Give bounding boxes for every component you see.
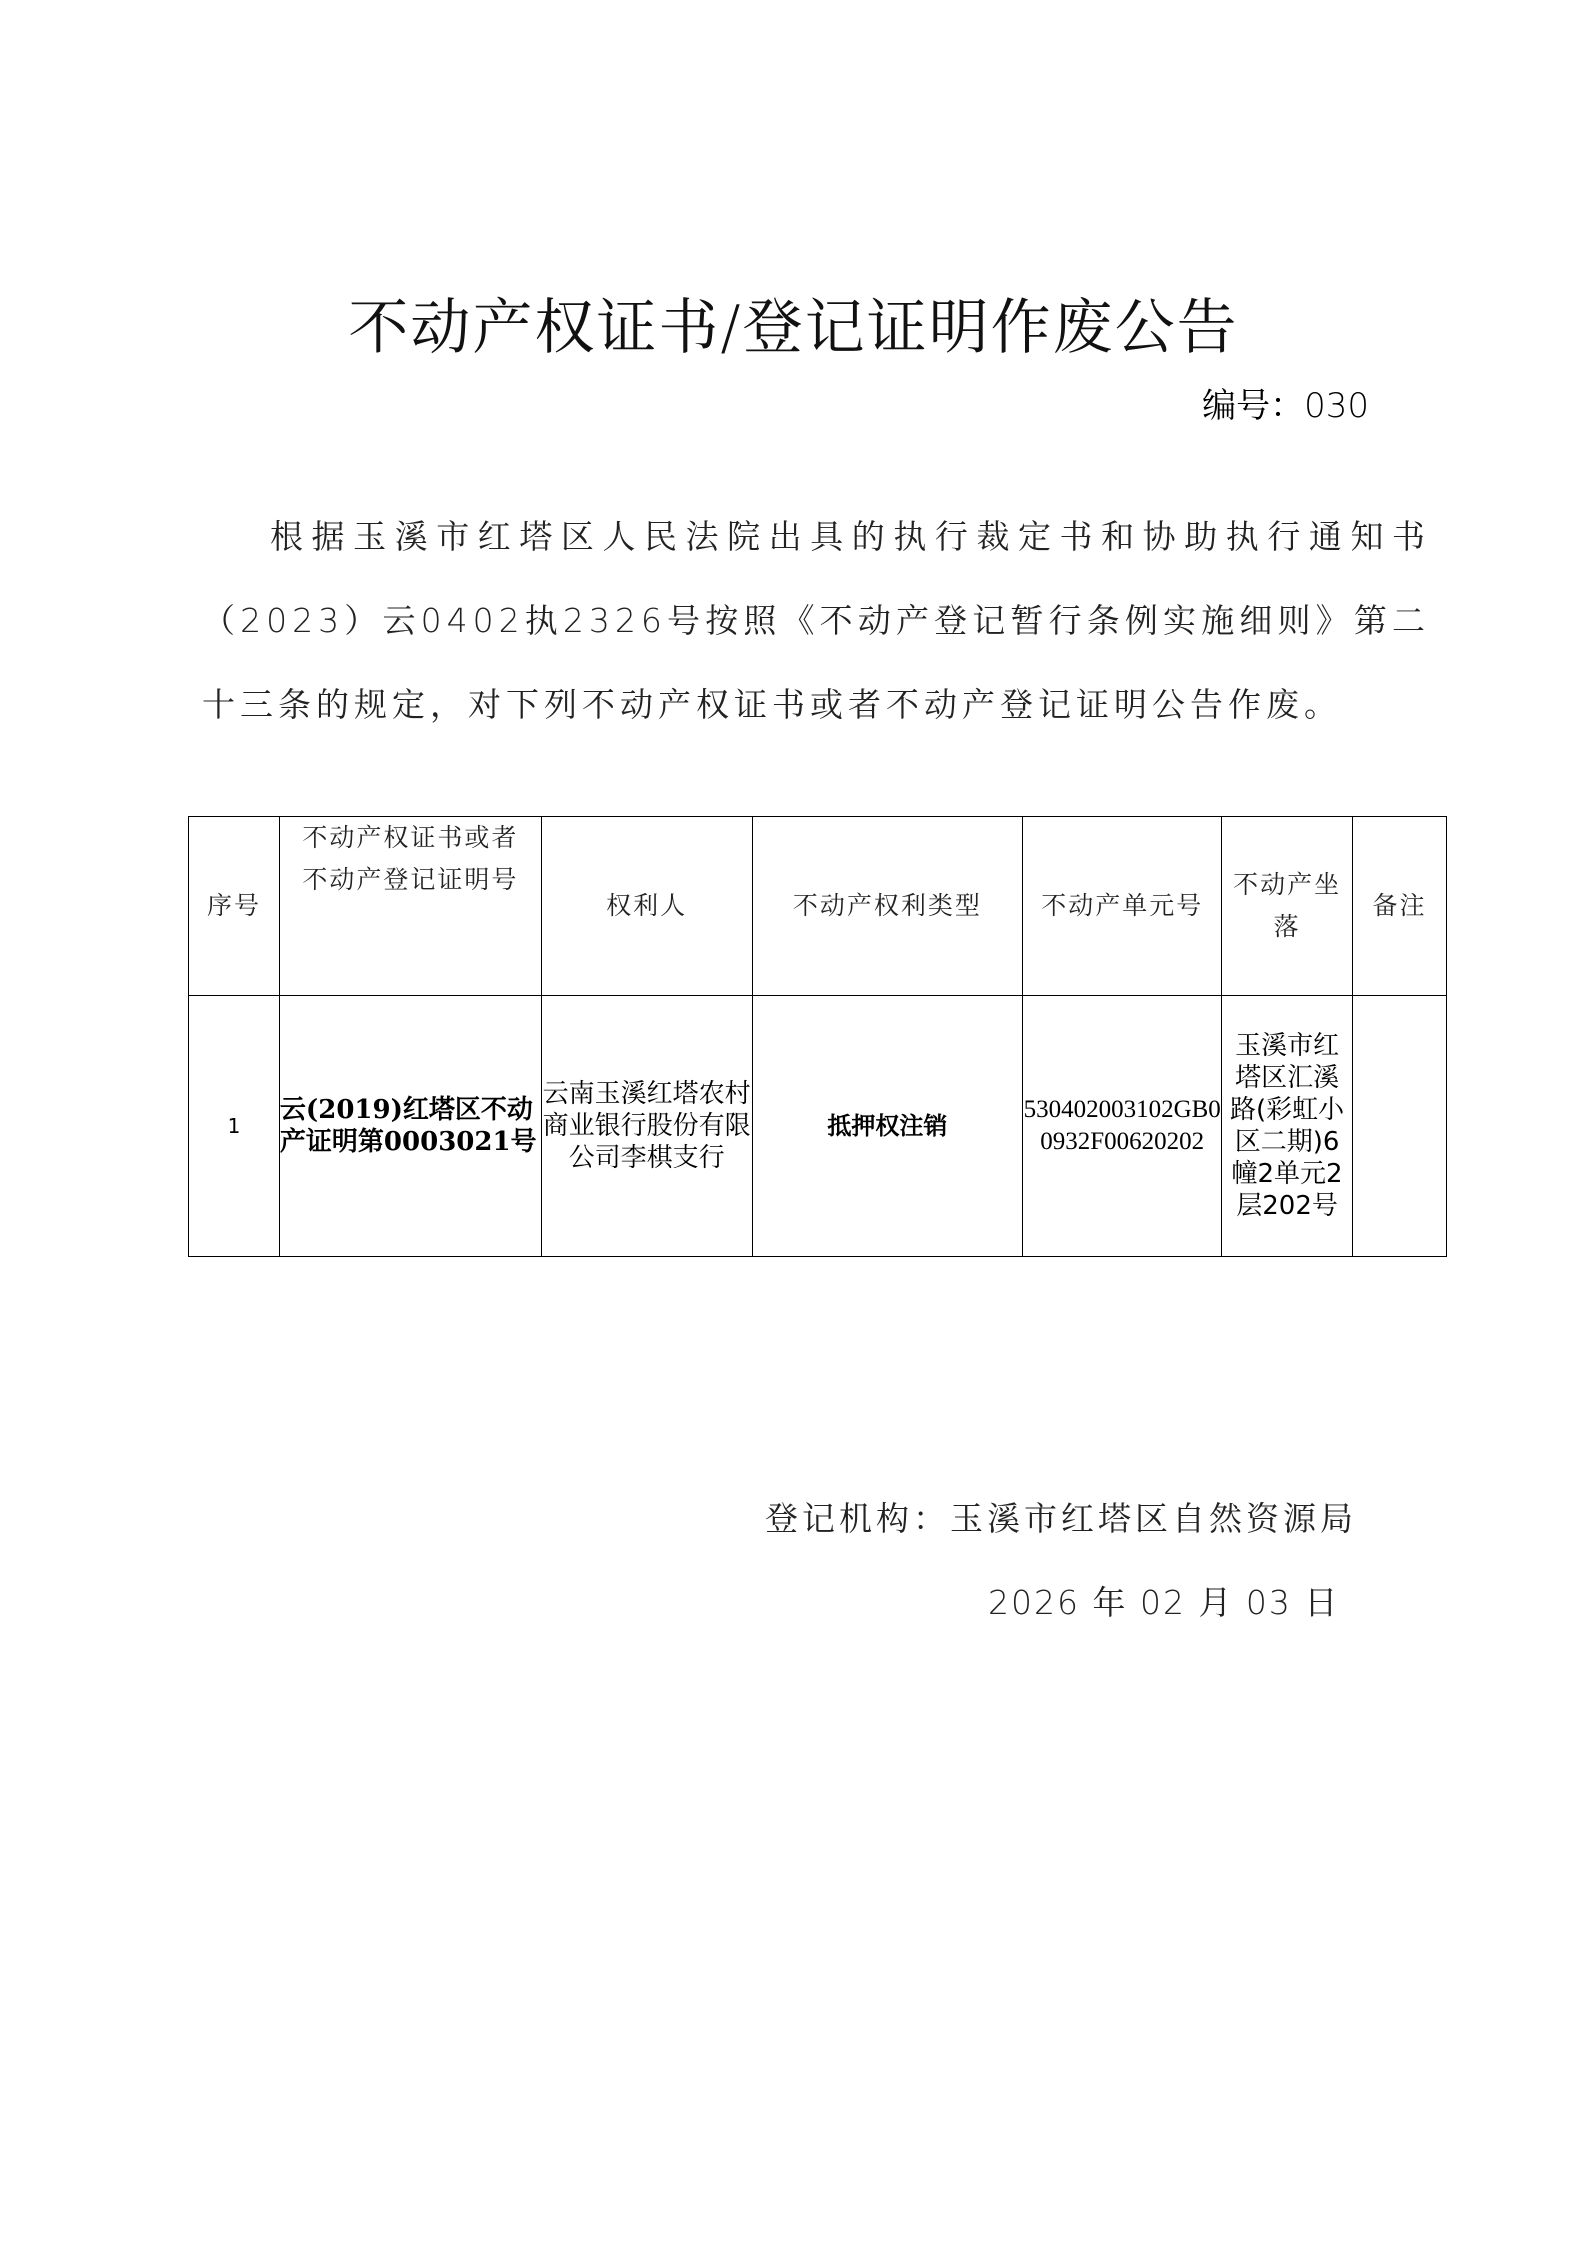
cell-holder: 云南玉溪红塔农村商业银行股份有限公司李棋支行 bbox=[541, 996, 752, 1257]
header-location: 不动产坐落 bbox=[1222, 817, 1353, 996]
registration-authority: 登记机构：玉溪市红塔区自然资源局 bbox=[765, 1499, 1357, 1538]
notice-paragraph: 根据玉溪市红塔区人民法院出具的执行裁定书和协助执行通知书（2023）云0402执2326号按照《不动产登记暂行条例实施细则》第二十三条的规定，对下列不动产权证书或者不动产登记证明公告作废。 bbox=[202, 517, 1430, 724]
cell-index: 1 bbox=[189, 996, 280, 1257]
header-holder: 权利人 bbox=[541, 817, 752, 996]
header-index: 序号 bbox=[189, 817, 280, 996]
page-title: 不动产权证书/登记证明作废公告 bbox=[348, 293, 1239, 363]
cell-unit-no: 530402003102GB00932F00620202 bbox=[1023, 996, 1222, 1257]
cell-certificate: 云(2019)红塔区不动产证明第0003021号 bbox=[279, 996, 541, 1257]
notice-date: 2026 年 02 月 03 日 bbox=[988, 1583, 1340, 1622]
cell-location: 玉溪市红塔区汇溪路(彩虹小区二期)6幢2单元2层202号 bbox=[1222, 996, 1353, 1257]
serial-number: 编号：030 bbox=[1202, 386, 1369, 426]
header-certificate: 不动产权证书或者不动产登记证明号 bbox=[279, 817, 541, 996]
header-remark: 备注 bbox=[1353, 817, 1447, 996]
header-unit-no: 不动产单元号 bbox=[1023, 817, 1222, 996]
table-header-row bbox=[189, 817, 1447, 996]
cell-remark bbox=[1353, 996, 1447, 1257]
table-row bbox=[189, 996, 1447, 1257]
notice-table bbox=[188, 816, 1447, 1257]
cell-right-type: 抵押权注销 bbox=[752, 996, 1023, 1257]
header-right-type: 不动产权利类型 bbox=[752, 817, 1023, 996]
